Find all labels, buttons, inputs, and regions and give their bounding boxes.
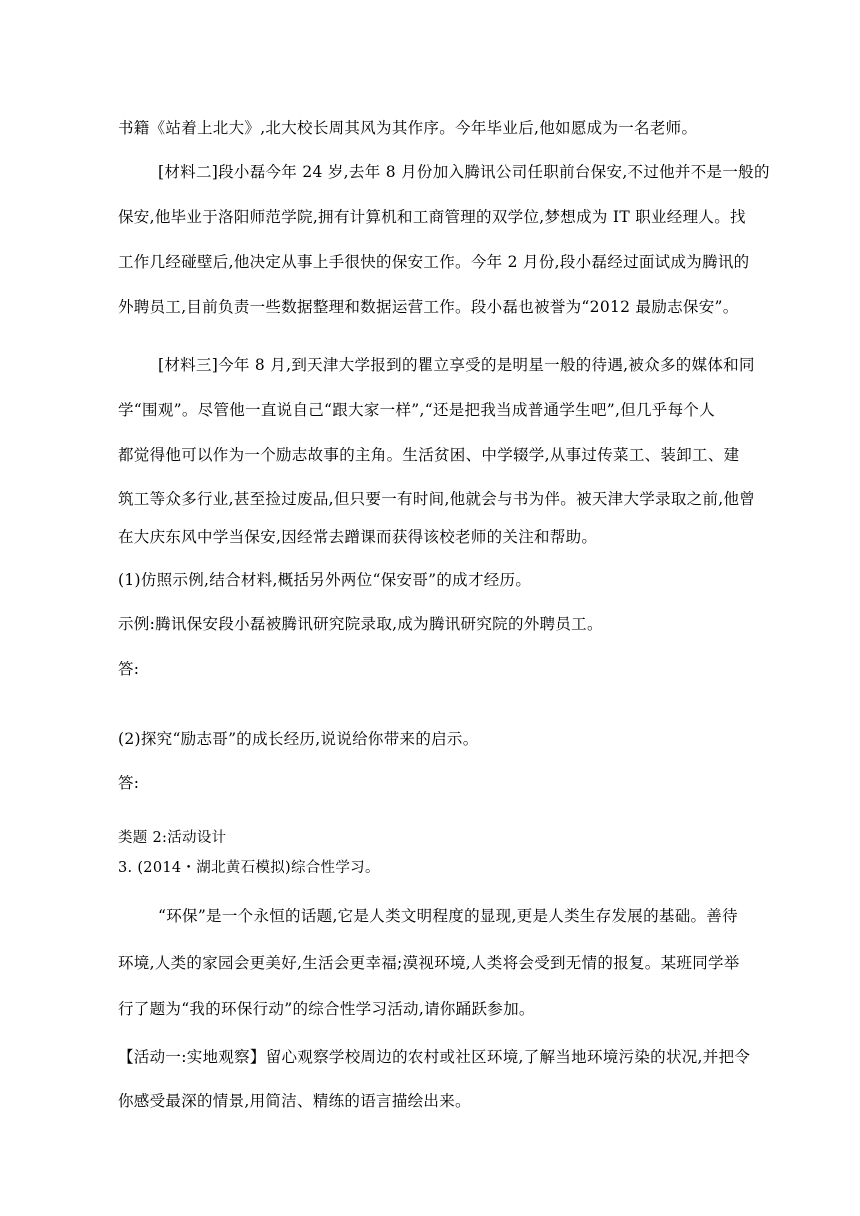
question-1: (1)仿照示例,结合材料,概括另外两位“保安哥”的成才经历。	[118, 571, 532, 589]
material-three-heading-line: [材料三]今年 8 月,到天津大学报到的瞿立享受的是明星一般的待遇,被众多的媒体和同	[158, 356, 755, 374]
text-line: 书籍《站着上北大》,北大校长周其风为其作序。今年毕业后,他如愿成为一名老师。	[118, 119, 698, 137]
activity-one-line: 【活动一:实地观察】留心观察学校周边的农村或社区环境,了解当地环境污染的状况,并把令	[118, 1048, 751, 1066]
text-line: 外聘员工,目前负责一些数据整理和数据运营工作。段小磊也被誉为“2012 最励志保安”。	[118, 298, 739, 316]
text-line: 学“围观”。尽管他一直说自己“跟大家一样”,“还是把我当成普通学生吧”,但几乎每个人	[118, 401, 716, 419]
question-3: 3. (2014・湖北黄石模拟)综合性学习。	[118, 860, 380, 876]
material-two-heading-line: [材料二]段小磊今年 24 岁,去年 8 月份加入腾讯公司任职前台保安,不过他并不是一般的	[158, 163, 770, 181]
text-line: 工作几经碰壁后,他决定从事上手很快的保安工作。今年 2 月份,段小磊经过面试成为腾讯的	[118, 253, 750, 271]
text-line: 在大庆东风中学当保安,因经常去蹭课而获得该校老师的关注和帮助。	[118, 528, 598, 546]
text-line: 都觉得他可以作为一个励志故事的主角。生活贫困、中学辍学,从事过传菜工、装卸工、建	[118, 446, 740, 464]
text-line: 筑工等众多行业,甚至捡过废品,但只要一有时间,他就会与书为伴。被天津大学录取之前,他曾	[118, 490, 756, 508]
text-line: “环保”是一个永恒的话题,它是人类文明程度的显现,更是人类生存发展的基础。善待	[158, 907, 738, 925]
text-line: 你感受最深的情景,用简洁、精练的语言描绘出来。	[118, 1092, 471, 1110]
text-line: 行了题为“我的环保行动”的综合性学习活动,请你踊跃参加。	[118, 1000, 535, 1018]
example-line: 示例:腾讯保安段小磊被腾讯研究院录取,成为腾讯研究院的外聘员工。	[118, 615, 603, 633]
answer-label-1: 答:	[118, 660, 140, 678]
section-heading: 类题 2:活动设计	[118, 830, 227, 846]
answer-label-2: 答:	[118, 774, 140, 792]
question-2: (2)探究“励志哥”的成长经历,说说给你带来的启示。	[118, 730, 479, 748]
text-line: 保安,他毕业于洛阳师范学院,拥有计算机和工商管理的双学位,梦想成为 IT 职业经理人。找	[118, 208, 746, 226]
text-line: 环境,人类的家园会更美好,生活会更幸福;漠视环境,人类将会受到无情的报复。某班同学举	[118, 954, 740, 972]
